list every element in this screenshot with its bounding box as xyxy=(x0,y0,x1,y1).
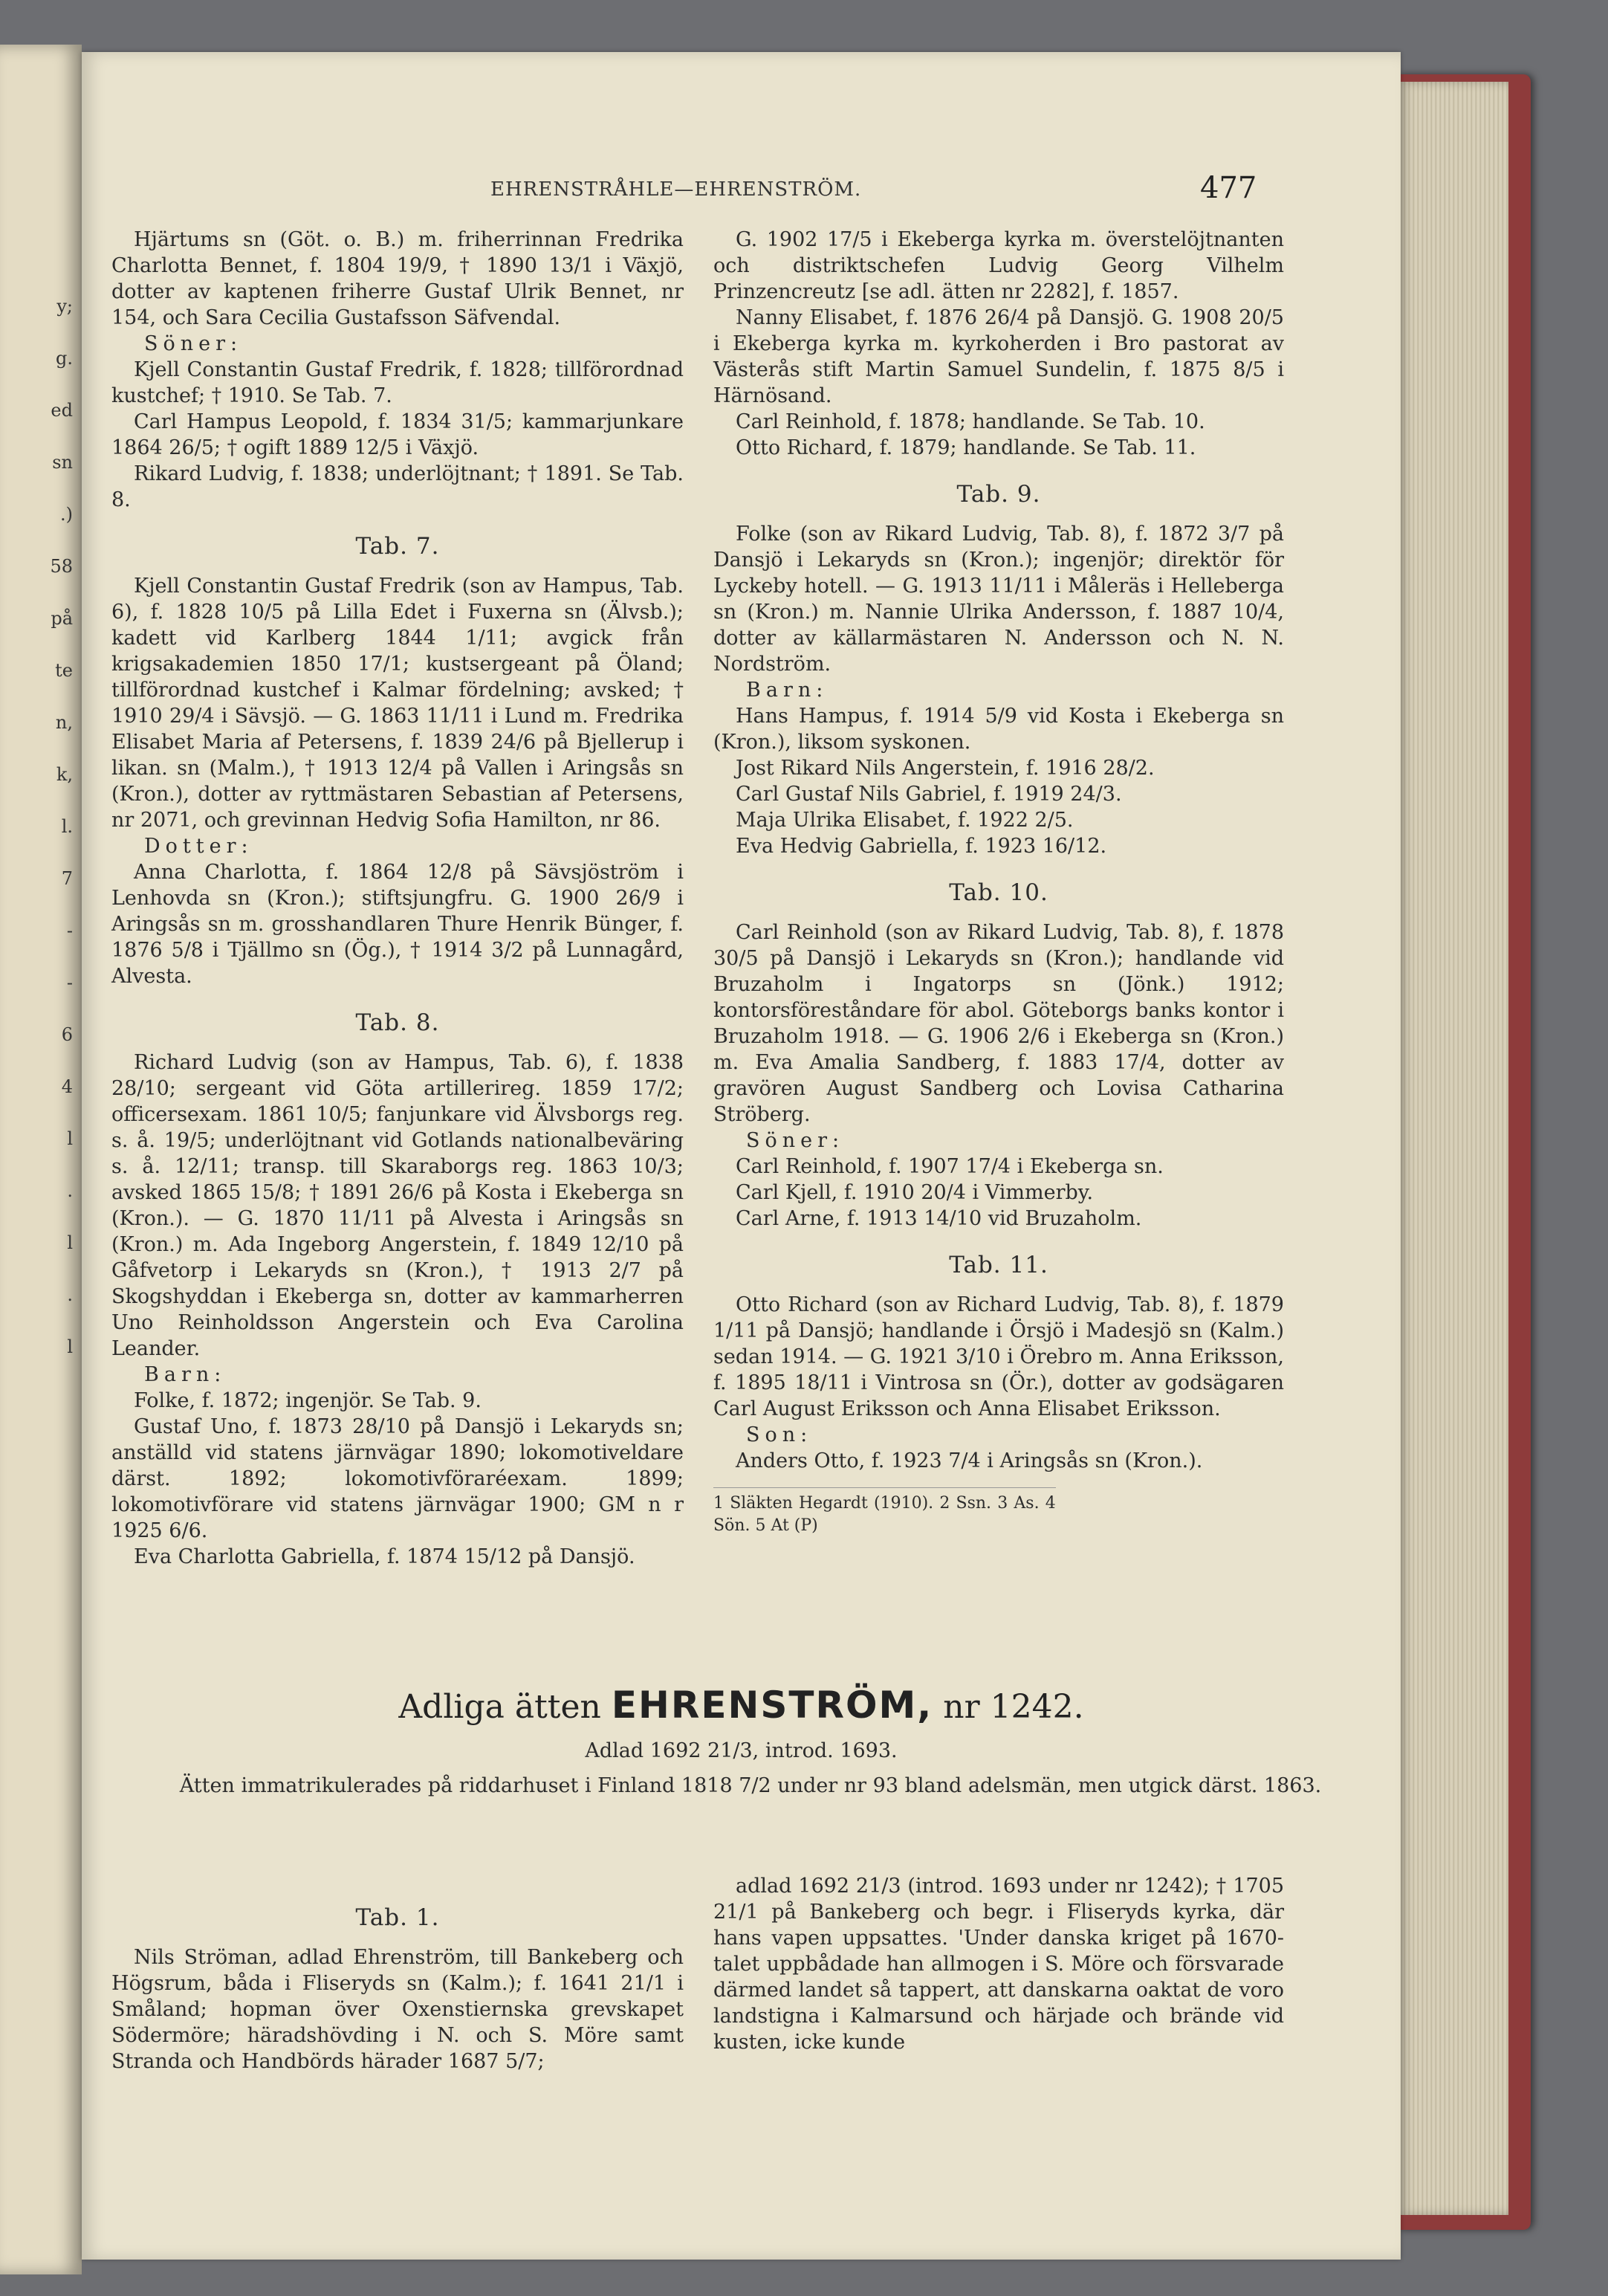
right-column-lower xyxy=(713,1873,1284,2055)
table-heading: Tab. 9. xyxy=(956,481,1041,508)
paragraph: Hans Hampus, f. 1914 5/9 vid Kosta i Ekeberga sn (Kron.), liksom syskonen. xyxy=(713,705,1284,754)
paragraph: Otto Richard (son av Richard Ludvig, Tab. 8), f. 1879 1/11 på Dansjö; handlande i Örsjö i Madesjö sn (Kalm.) sedan 1914. — G. 1921 3/10 i Örebro m. Anna Eriksson, f. 1895 18/11 i Vintrosa sn (Ör.), dotter av godsägaren Carl August Eriksson och Anna Elisabet Eriksson. xyxy=(713,1293,1284,1420)
previous-page-fragment: l xyxy=(67,1128,73,1149)
paragraph: Carl Reinhold, f. 1878; handlande. Se Tab. 10. xyxy=(736,410,1205,433)
page-number: 477 xyxy=(1200,171,1257,205)
table-heading: Tab. 1. xyxy=(355,1904,440,1931)
section-label: Barn: xyxy=(746,679,829,702)
previous-page-fragment: . xyxy=(67,1180,73,1201)
paragraph: Nils Ströman, adlad Ehrenström, till Bankeberg och Högsrum, båda i Fliseryds sn (Kalm.); f. 1641 21/1 i Småland; hopman över Oxenstiernska grevskapet Södermöre; häradshövding i N. och S. Möre samt Stranda och Handbörds härader 1687 5/7; xyxy=(111,1946,684,2073)
previous-page-fragment: 6 xyxy=(61,1024,73,1045)
paragraph: G. 1902 17/5 i Ekeberga kyrka m. överstelöjtnanten och distriktschefen Ludvig Georg Vilhelm Prinzencreutz [se adl. ätten nr 2282], f. 1857. xyxy=(713,228,1284,303)
paragraph: Rikard Ludvig, f. 1838; underlöjtnant; † 1891. Se Tab. 8. xyxy=(111,462,684,511)
paragraph: Nanny Elisabet, f. 1876 26/4 på Dansjö. G. 1908 20/5 i Ekeberga kyrka m. kyrkoherden i Bro pastorat av Västerås stift Martin Samuel Sundelin, f. 1875 8/5 i Härnösand. xyxy=(713,306,1284,407)
paragraph: Otto Richard, f. 1879; handlande. Se Tab. 11. xyxy=(736,436,1196,459)
previous-page-fragment: te xyxy=(55,660,73,681)
paragraph: Eva Hedvig Gabriella, f. 1923 16/12. xyxy=(736,835,1107,858)
book-page xyxy=(82,52,1401,2260)
paragraph: Hjärtums sn (Göt. o. B.) m. friherrinnan Fredrika Charlotta Bennet, f. 1804 19/9, † 1890 13/1 i Växjö, dotter av kaptenen friherre Gustaf Ulrik Bennet, nr 154, och Sara Cecilia Gustafsson Säfvendal. xyxy=(111,228,684,329)
family-title-name: EHRENSTRÖM, xyxy=(611,1684,933,1727)
paragraph: Carl Arne, f. 1913 14/10 vid Bruzaholm. xyxy=(736,1207,1142,1230)
previous-page-fragment: l xyxy=(67,1232,73,1253)
paragraph: Kjell Constantin Gustaf Fredrik, f. 1828; tillförordnad kustchef; † 1910. Se Tab. 7. xyxy=(111,358,684,407)
previous-page-fragment: . xyxy=(67,1284,73,1305)
previous-page-fragment: n, xyxy=(55,712,73,733)
paragraph: Folke, f. 1872; ingenjör. Se Tab. 9. xyxy=(134,1389,482,1412)
previous-page-fragment: g. xyxy=(56,348,73,369)
footnote: 1 Släkten Hegardt (1910). 2 Ssn. 3 As. 4 Sön. 5 At (P) xyxy=(713,1487,1056,1537)
section-label: Söner: xyxy=(144,332,243,355)
previous-page-fragment: l xyxy=(67,1336,73,1357)
paragraph: Kjell Constantin Gustaf Fredrik (son av Hampus, Tab. 6), f. 1828 10/5 på Lilla Edet i Fuxerna sn (Älvsb.); kadett vid Karlberg 1844 1/11; avgick från krigsakademien 1850 17/1; kustsergeant på Öland; tillförordnad kustchef i Kalmar fördelning; avsked; † 1910 29/4 i Sävsjö. — G. 1863 11/11 i Lund m. Fredrika Elisabet Maria af Petersens, f. 1839 24/6 på Bjellerup i likan. sn (Malm.), † 1913 12/4 på Vallen i Aringsås sn (Kron.), dotter av ryttmästaren Sebastian af Petersens, nr 2071, och grevinnan Hedvig Sofia Hamilton, nr 86. xyxy=(111,575,684,832)
left-column-lower xyxy=(111,1884,684,2075)
previous-page-fragment: k, xyxy=(56,764,73,785)
previous-page-fragment: l. xyxy=(61,816,73,837)
section-label: Son: xyxy=(746,1423,813,1446)
paragraph: Anders Otto, f. 1923 7/4 i Aringsås sn (Kron.). xyxy=(736,1449,1203,1472)
paragraph: Carl Reinhold (son av Rikard Ludvig, Tab. 8), f. 1878 30/5 på Dansjö i Lekaryds sn (Kron.); handlande vid Bruzaholm i Ingatorps sn (Jönk.) 1912; kontorsföreståndare för abol. Göteborgs banks kontor i Bruzaholm 1918. — G. 1906 2/6 i Ekeberga sn (Kron.) m. Eva Amalia Sandberg, f. 1883 17/4, dotter av gravören August Sandberg och Lovisa Catharina Ströberg. xyxy=(713,921,1284,1126)
table-heading: Tab. 8. xyxy=(355,1009,440,1036)
paragraph: Richard Ludvig (son av Hampus, Tab. 6), f. 1838 28/10; sergeant vid Göta artillerireg. 1859 17/2; officersexam. 1861 10/5; fanjunkare vid Älvsborgs reg. s. å. 19/5; underlöjtnant vid Gotlands nationalbeväring s. å. 12/11; transp. till Skaraborgs reg. 1863 10/3; avsked 1865 15/8; † 1891 26/6 på Kosta i Ekeberga sn (Kron.). — G. 1870 11/11 på Alvesta i Aringsås sn (Kron.) m. Ada Ingeborg Angerstein, f. 1849 12/10 på Gåfvetorp i Lekaryds sn (Kron.), † 1913 2/7 på Skogshyddan i Ekeberga sn, dotter av kammarherren Uno Reinholdsson Angerstein och Eva Carolina Leander. xyxy=(111,1051,684,1360)
paragraph: Jost Rikard Nils Angerstein, f. 1916 28/2. xyxy=(736,757,1155,780)
paragraph: Maja Ulrika Elisabet, f. 1922 2/5. xyxy=(736,809,1074,832)
section-label: Söner: xyxy=(746,1129,845,1152)
table-heading: Tab. 11. xyxy=(949,1252,1048,1278)
paragraph: Carl Gustaf Nils Gabriel, f. 1919 24/3. xyxy=(736,783,1122,806)
family-title-prefix: Adliga ätten xyxy=(398,1688,601,1726)
previous-page-fragment: .) xyxy=(60,504,73,525)
previous-page-fragment: 7 xyxy=(61,868,73,889)
paragraph: Carl Kjell, f. 1910 20/4 i Vimmerby. xyxy=(736,1181,1094,1204)
left-column xyxy=(111,227,684,1570)
paragraph: adlad 1692 21/3 (introd. 1693 under nr 1242); † 1705 21/1 på Bankeberg och begr. i Fliseryds kyrka, där hans vapen uppsattes. 'Under danska kriget på 1670-talet uppbådade han allmogen i S. Möre och försvarade därmed landet så tappert, att danskarna oaktat de voro landstigna i Kalmarsund och härjade och brände vid kusten, icke kunde xyxy=(713,1875,1284,2054)
paragraph: Gustaf Uno, f. 1873 28/10 på Dansjö i Lekaryds sn; anställd vid statens järnvägar 1890; lokomotiveldare därst. 1892; lokomotivföraréexam. 1899; lokomotivförare vid statens järnvägar 1900; GM n r 1925 6/6. xyxy=(111,1415,684,1542)
paragraph: Eva Charlotta Gabriella, f. 1874 15/12 på Dansjö. xyxy=(134,1545,635,1568)
paragraph: Folke (son av Rikard Ludvig, Tab. 8), f. 1872 3/7 på Dansjö i Lekaryds sn (Kron.); ingenjör; direktör för Lyckeby hotell. — G. 1913 11/11 i Måleräs i Helleberga sn (Kron.) m. Nannie Ulrika Andersson, f. 1887 10/4, dotter av källarmästaren N. Andersson och N. N. Nordström. xyxy=(713,523,1284,676)
ennobled-line: Adlad 1692 21/3, introd. 1693. xyxy=(585,1739,898,1762)
page-edges xyxy=(1397,82,1508,2215)
section-label: Barn: xyxy=(144,1363,227,1386)
family-intro: Ätten immatrikulerades på riddarhuset i Finland 1818 7/2 under nr 93 bland adelsmän, men utgick därst. 1863. xyxy=(179,1774,1322,1797)
previous-page-fragment: sn xyxy=(52,452,73,473)
previous-page-fragment: på xyxy=(51,608,73,629)
family-title xyxy=(82,1684,1401,1727)
previous-page-fragment: 4 xyxy=(61,1076,73,1097)
family-title-suffix: nr 1242. xyxy=(943,1688,1084,1726)
previous-page-edge xyxy=(0,45,82,2274)
previous-page-fragment: y; xyxy=(56,296,73,317)
previous-page-fragment: - xyxy=(66,920,73,941)
paragraph: Carl Hampus Leopold, f. 1834 31/5; kammarjunkare 1864 26/5; † ogift 1889 12/5 i Växjö. xyxy=(111,410,684,459)
running-title: EHRENSTRÅHLE—EHRENSTRÖM. xyxy=(490,178,862,201)
section-label: Dotter: xyxy=(144,835,253,858)
paragraph: Carl Reinhold, f. 1907 17/4 i Ekeberga sn. xyxy=(736,1155,1164,1178)
table-heading: Tab. 10. xyxy=(949,879,1048,906)
previous-page-fragment: 58 xyxy=(50,556,73,577)
paragraph: Anna Charlotta, f. 1864 12/8 på Sävsjöström i Lenhovda sn (Kron.); stiftsjungfru. G. 1900 26/9 i Aringsås sn m. grosshandlaren Thure Henrik Bünger, f. 1876 5/8 i Tjällmo sn (Ög.), † 1914 3/2 på Lunnagård, Alvesta. xyxy=(111,861,684,988)
right-column xyxy=(713,227,1284,1537)
table-heading: Tab. 7. xyxy=(355,533,440,560)
previous-page-fragment: ed xyxy=(51,400,73,421)
previous-page-fragment: - xyxy=(66,972,73,993)
